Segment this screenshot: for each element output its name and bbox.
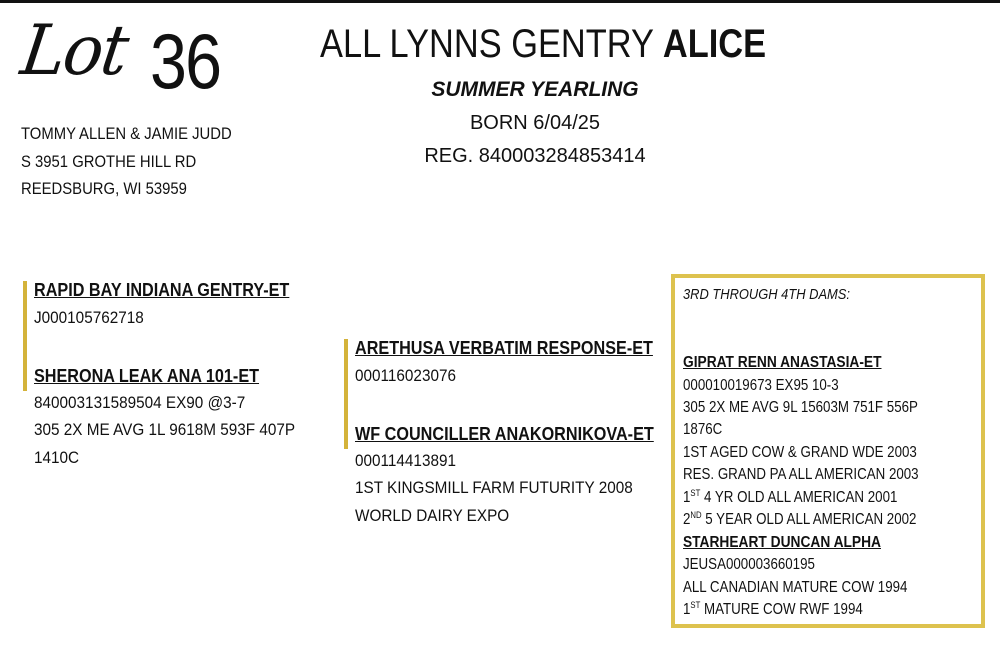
owner-block [21, 121, 232, 204]
dam3-record: 305 2X ME AVG 9L 15603M 751F 556P [683, 399, 918, 416]
dams-header: 3RD THROUGH 4TH DAMS: [683, 286, 851, 303]
dam4-name: STARHEART DUNCAN ALPHA [683, 534, 881, 551]
granddam-honor-2: WORLD DAIRY EXPO [355, 506, 510, 525]
dam-protein: 1410C [34, 448, 80, 467]
dam3-id: 000010019673 EX95 10-3 [683, 377, 839, 394]
dams-box [671, 274, 985, 628]
dam3-honor-3: 1ST 4 YR OLD ALL AMERICAN 2001 [683, 488, 898, 506]
damsire-name: ARETHUSA VERBATIM RESPONSE-ET [355, 338, 653, 358]
dam4-id: JEUSA000003660195 [683, 556, 815, 573]
damsire-accent-bar [344, 339, 348, 449]
dam-name: SHERONA LEAK ANA 101-ET [34, 366, 260, 386]
sire-dam-column [34, 280, 324, 475]
dam3-honor-4: 2ND 5 YEAR OLD ALL AMERICAN 2002 [683, 510, 917, 528]
dam-id: 840003131589504 EX90 @3-7 [34, 393, 246, 412]
animal-class: SUMMER YEARLING [431, 78, 639, 101]
granddam-name: WF COUNCILLER ANAKORNIKOVA-ET [355, 424, 654, 444]
granddam-honor-1: 1ST KINGSMILL FARM FUTURITY 2008 [355, 478, 633, 497]
animal-name [320, 22, 766, 67]
animal-reg: REG. 840003284853414 [424, 145, 646, 167]
dam-record: 305 2X ME AVG 1L 9618M 593F 407P [34, 420, 296, 439]
granddam-id: 000114413891 [355, 451, 456, 470]
top-rule [0, 0, 1000, 3]
dam4-honor-2: 1ST MATURE COW RWF 1994 [683, 600, 863, 618]
animal-name-regular: ALL LYNNS GENTRY [320, 22, 663, 66]
lot-script: Lot [16, 10, 132, 91]
sire-accent-bar [23, 281, 27, 391]
sire-name: RAPID BAY INDIANA GENTRY-ET [34, 280, 290, 300]
dam3-honor-2: RES. GRAND PA ALL AMERICAN 2003 [683, 466, 919, 483]
lot-number [16, 10, 252, 112]
damsire-granddam-column [355, 338, 687, 533]
owner-city: REEDSBURG, WI 53959 [21, 180, 187, 198]
damsire-id: 000116023076 [355, 366, 456, 385]
lot-digits: 36 [150, 17, 221, 105]
owner-name: TOMMY ALLEN & JAMIE JUDD [21, 125, 232, 143]
dam3-cheese: 1876C [683, 421, 723, 438]
owner-address: S 3951 GROTHE HILL RD [21, 152, 197, 171]
sire-id: J000105762718 [34, 308, 144, 327]
dam3-name: GIPRAT RENN ANASTASIA-ET [683, 354, 882, 371]
dam3-honor-1: 1ST AGED COW & GRAND WDE 2003 [683, 444, 917, 461]
animal-born: BORN 6/04/25 [469, 112, 601, 134]
dam4-honor-1: ALL CANADIAN MATURE COW 1994 [683, 579, 908, 596]
animal-name-bold: ALICE [662, 22, 767, 66]
